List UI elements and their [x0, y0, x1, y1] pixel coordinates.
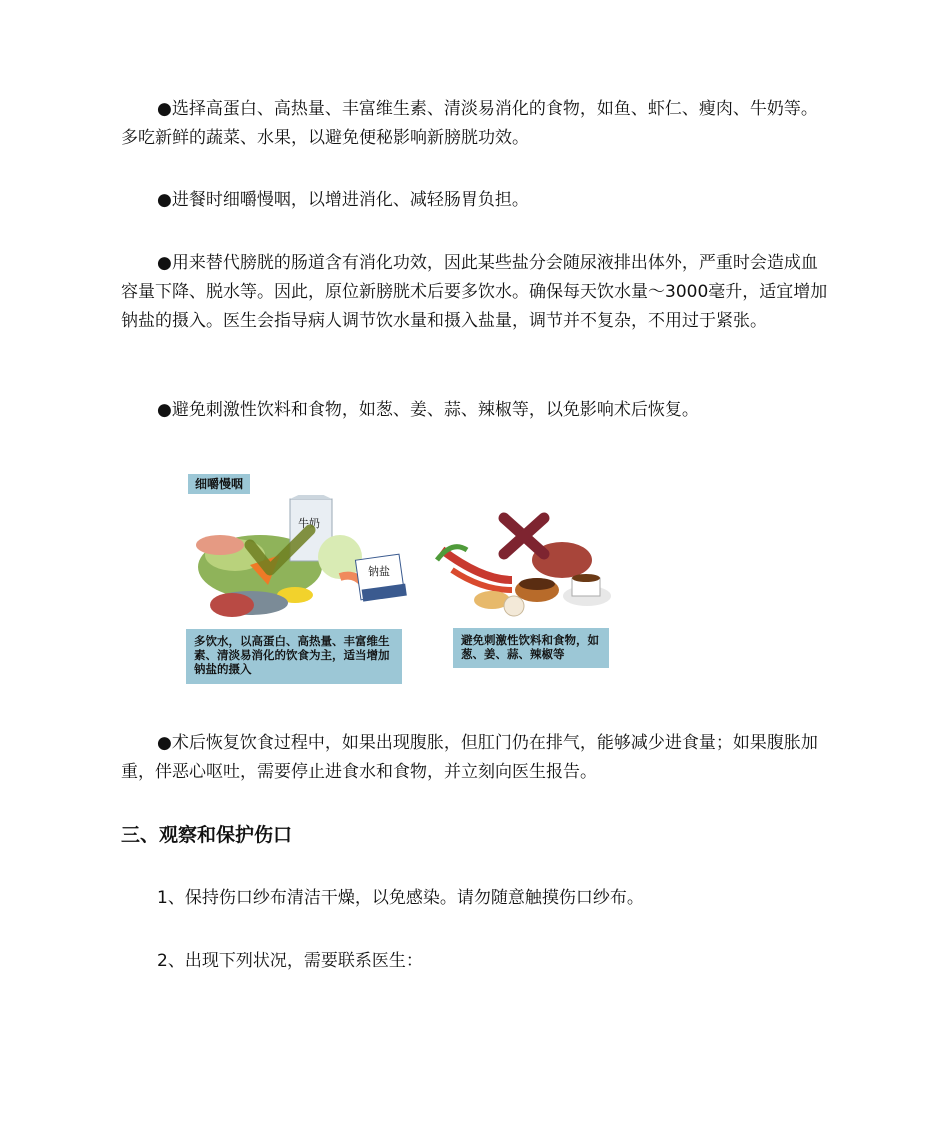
paragraph-diet-choice: ●选择高蛋白、高热量、丰富维生素、清淡易消化的食物，如鱼、虾仁、瘦肉、牛奶等。多吃新鲜的蔬菜、水果，以避免便秘影响新膀胱功效。 [121, 99, 818, 148]
paragraph-chew-slowly: ●进餐时细嚼慢咽，以增进消化、减轻肠胃负担。 [157, 190, 529, 210]
healthy-food-illustration [190, 495, 410, 627]
paragraph-avoid-irritants: ●避免刺激性饮料和食物，如葱、姜、蒜、辣椒等，以免影响术后恢复。 [157, 400, 699, 420]
milk-label: 牛奶 [298, 517, 320, 530]
healthy-diet-caption: 多饮水，以高蛋白、高热量、丰富维生素、清淡易消化的饮食为主，适当增加钠盐的摄入 [186, 629, 402, 684]
salt-label: 钠盐 [368, 565, 390, 578]
paragraph-bloating: ●术后恢复饮食过程中，如果出现腹胀，但肛门仍在排气，能够减少进食量；如果腹胀加重，伴恶心呕吐，需要停止进食水和食物，并立刻向医生报告。 [121, 733, 818, 782]
paragraph-water-salt: ●用来替代膀胱的肠道含有消化功效，因此某些盐分会随尿液排出体外，严重时会造成血容量下降、脱水等。因此，原位新膀胱术后要多饮水。确保每天饮水量～3000毫升，适宜增加钠盐的摄入。医生会指导病人调节饮水量和摄入盐量，调节并不复杂，不用过于紧张。 [121, 253, 828, 331]
section-heading-wound-care: 三、观察和保护伤口 [121, 824, 293, 846]
wound-care-item-1: 1、保持伤口纱布清洁干燥，以免感染。请勿随意触摸伤口纱布。 [157, 888, 644, 908]
wound-care-item-2: 2、出现下列状况，需要联系医生： [157, 951, 423, 971]
salt-box-icon [355, 554, 406, 601]
avoid-irritants-caption: 避免刺激性饮料和食物，如葱、姜、蒜、辣椒等 [453, 628, 609, 668]
cross-mark-icon [504, 518, 544, 554]
figure-tag-label: 细嚼慢咽 [188, 474, 250, 494]
irritant-food-illustration [432, 510, 614, 622]
